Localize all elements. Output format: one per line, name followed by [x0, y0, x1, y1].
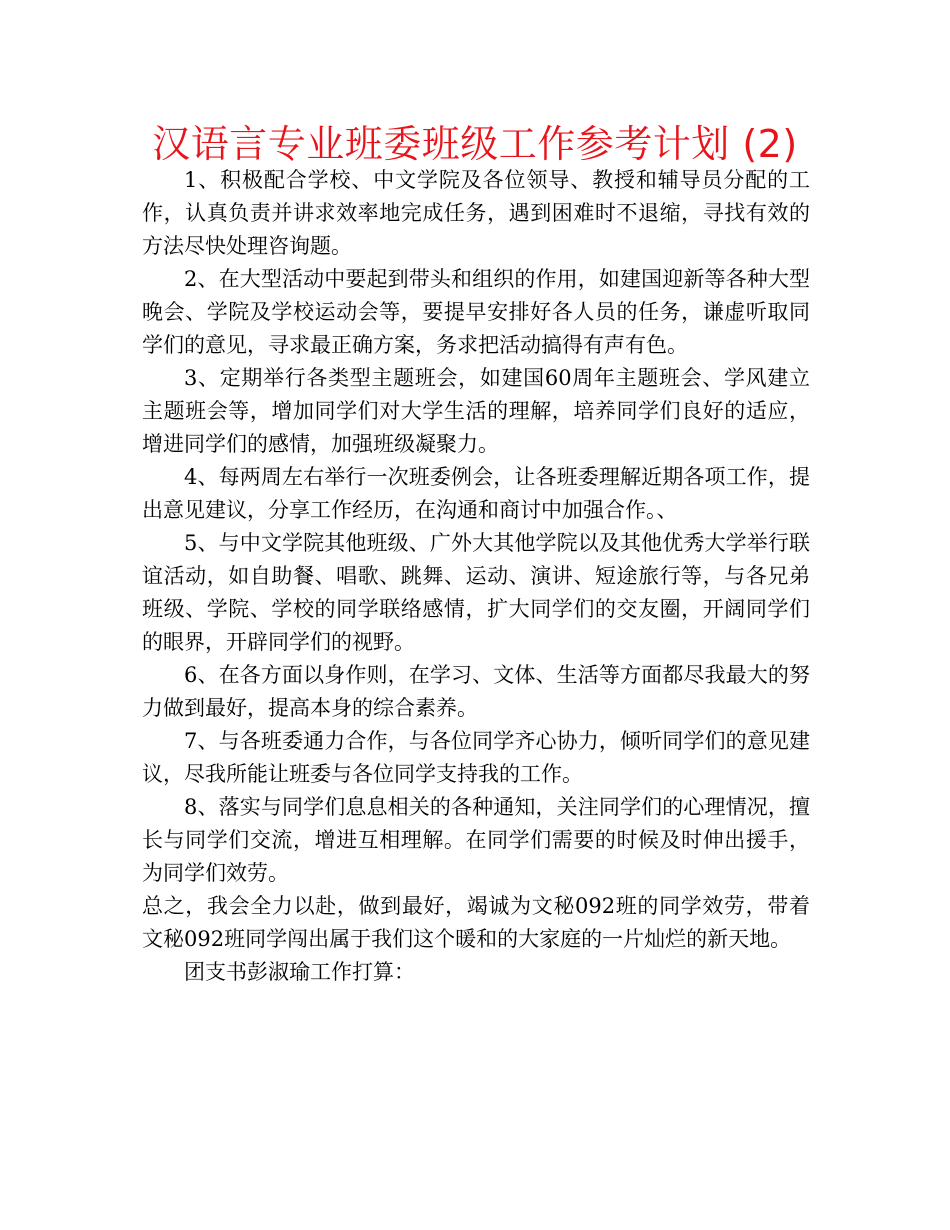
paragraph-1: 1、积极配合学校、中文学院及各位领导、教授和辅导员分配的工作，认真负责并讲求效率地完成任务，遇到困难时不退缩，寻找有效的方法尽快处理咨询题。	[142, 168, 810, 258]
paragraph-2: 2、在大型活动中要起到带头和组织的作用，如建国迎新等各种大型晚会、学院及学校运动会等，要提早安排好各人员的任务，谦虚听取同学们的意见，寻求最正确方案，务求把活动搞得有声有色。	[142, 267, 810, 357]
document-body	[142, 164, 810, 989]
document-title: 汉语言专业班委班级工作参考计划 (2)	[152, 122, 798, 166]
paragraph-6: 6、在各方面以身作则，在学习、文体、生活等方面都尽我最大的努力做到最好，提高本身的综合素养。	[142, 663, 810, 720]
paragraph-3: 3、定期举行各类型主题班会，如建国60周年主题班会、学风建立主题班会等，增加同学们对大学生活的理解，培养同学们良好的适应，增进同学们的感情，加强班级凝聚力。	[142, 366, 810, 456]
closing-heading: 团支书彭淑瑜工作打算：	[184, 960, 415, 984]
paragraph-5: 5、与中文学院其他班级、广外大其他学院以及其他优秀大学举行联谊活动，如自助餐、唱歌、跳舞、运动、演讲、短途旅行等，与各兄弟班级、学院、学校的同学联络感情，扩大同学们的交友圈，开阔同学们的眼界，开辟同学们的视野。	[142, 531, 810, 654]
paragraph-4: 4、每两周左右举行一次班委例会，让各班委理解近期各项工作，提出意见建议，分享工作经历，在沟通和商讨中加强合作。、	[142, 465, 810, 522]
conclusion-paragraph: 总之，我会全力以赴，做到最好，竭诚为文秘092班的同学效劳，带着文秘092班同学闯出属于我们这个暖和的大家庭的一片灿烂的新天地。	[142, 894, 810, 951]
paragraph-8: 8、落实与同学们息息相关的各种通知，关注同学们的心理情况，擅长与同学们交流，增进互相理解。在同学们需要的时候及时伸出援手，为同学们效劳。	[142, 795, 810, 885]
paragraph-7: 7、与各班委通力合作，与各位同学齐心协力，倾听同学们的意见建议，尽我所能让班委与各位同学支持我的工作。	[142, 729, 810, 786]
